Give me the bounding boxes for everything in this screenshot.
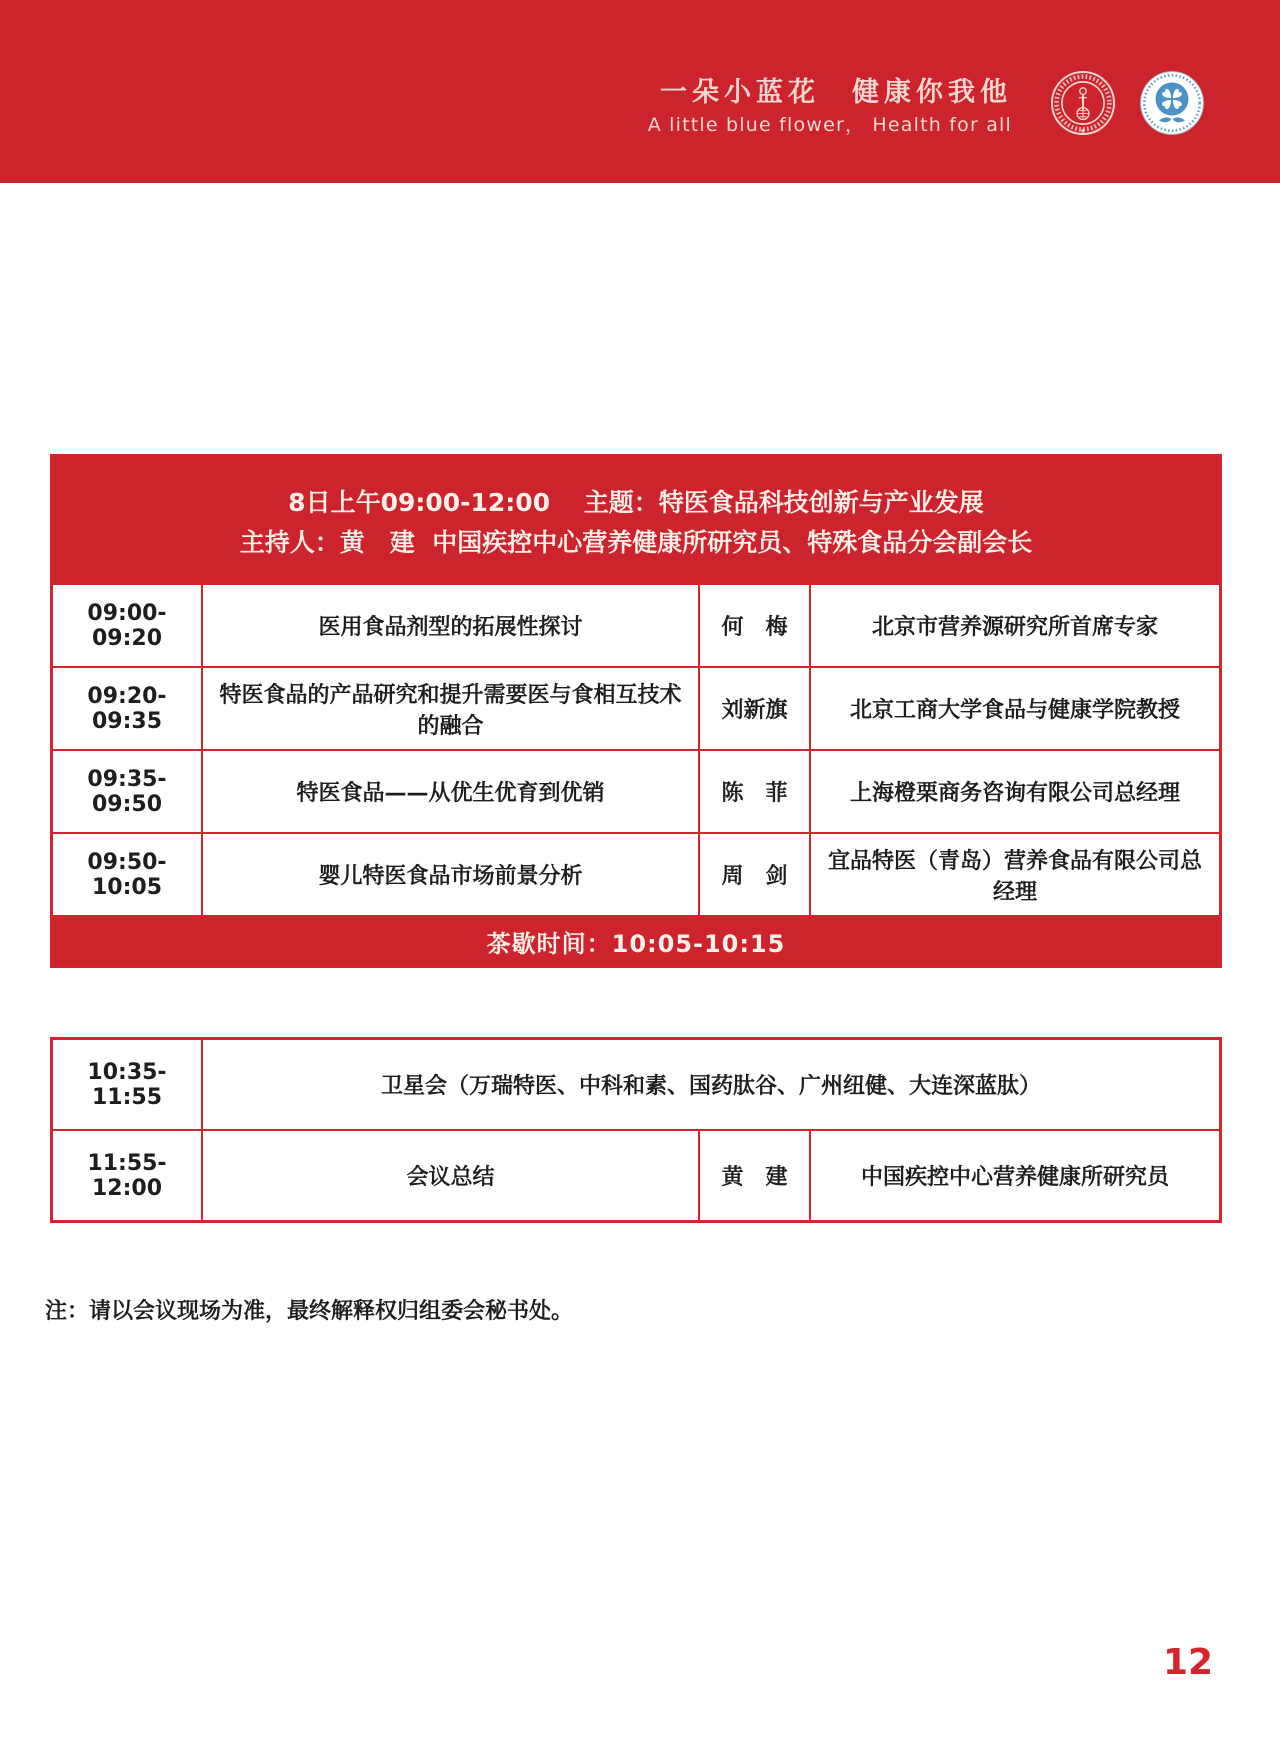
table-row: [53, 1040, 1219, 1129]
affiliation-cell: 北京市营养源研究所首席专家: [809, 585, 1219, 666]
time-cell: 09:50-10:05: [87, 849, 167, 900]
closing-session-table: [50, 1037, 1222, 1223]
topic-cell: 卫星会（万瑞特医、中科和素、国药肽谷、广州纽健、大连深蓝肽）: [201, 1040, 1219, 1129]
tea-break-banner: 茶歇时间：10:05-10:15: [53, 915, 1219, 965]
speaker-cell: 黄 建: [698, 1131, 809, 1220]
table-row: [53, 1129, 1219, 1220]
topic-cell: 医用食品剂型的拓展性探讨: [201, 585, 698, 666]
session-header: [53, 457, 1219, 583]
table-row: [53, 749, 1219, 832]
morning-session-table: [50, 454, 1222, 968]
affiliation-cell: 北京工商大学食品与健康学院教授: [809, 668, 1219, 749]
affiliation-cell: 宜品特医（青岛）营养食品有限公司总经理: [809, 834, 1219, 915]
session-title: 8日上午09:00-12:00 主题：特医食品科技创新与产业发展: [288, 488, 984, 517]
tagline-cn: 一朵小蓝花 健康你我他: [660, 77, 1012, 108]
blue-clover-logo-icon: [1139, 70, 1205, 136]
topic-cell: 婴儿特医食品市场前景分析: [201, 834, 698, 915]
affiliation-cell: 中国疾控中心营养健康所研究员: [809, 1131, 1219, 1220]
table-row: [53, 832, 1219, 915]
time-cell: 09:20-09:35: [87, 683, 167, 734]
tagline: [648, 76, 1012, 138]
header-band: [0, 0, 1280, 183]
time-cell: 10:35-11:55: [87, 1059, 167, 1110]
topic-cell: 特医食品——从优生优育到优销: [201, 751, 698, 832]
speaker-cell: 何 梅: [698, 585, 809, 666]
footnote: 注：请以会议现场为准，最终解释权归组委会秘书处。: [45, 1299, 574, 1324]
page-number: 12: [1162, 1642, 1214, 1683]
speaker-cell: 周 剑: [698, 834, 809, 915]
tagline-en: A little blue flower， Health for all: [647, 114, 1012, 136]
speaker-cell: 陈 菲: [698, 751, 809, 832]
time-cell: 11:55-12:00: [87, 1150, 167, 1201]
time-cell: 09:35-09:50: [87, 766, 167, 817]
table-row: [53, 666, 1219, 749]
speaker-cell: 刘新旗: [698, 668, 809, 749]
topic-cell: 会议总结: [201, 1131, 698, 1220]
topic-cell: 特医食品的产品研究和提升需要医与食相互技术的融合: [201, 668, 698, 749]
session-host: 主持人：黄 建 中国疾控中心营养健康所研究员、特殊食品分会副会长: [239, 528, 1033, 557]
table-row: [53, 583, 1219, 666]
seal-logo-icon: [1050, 70, 1116, 136]
time-cell: 09:00-09:20: [87, 600, 167, 651]
affiliation-cell: 上海橙栗商务咨询有限公司总经理: [809, 751, 1219, 832]
